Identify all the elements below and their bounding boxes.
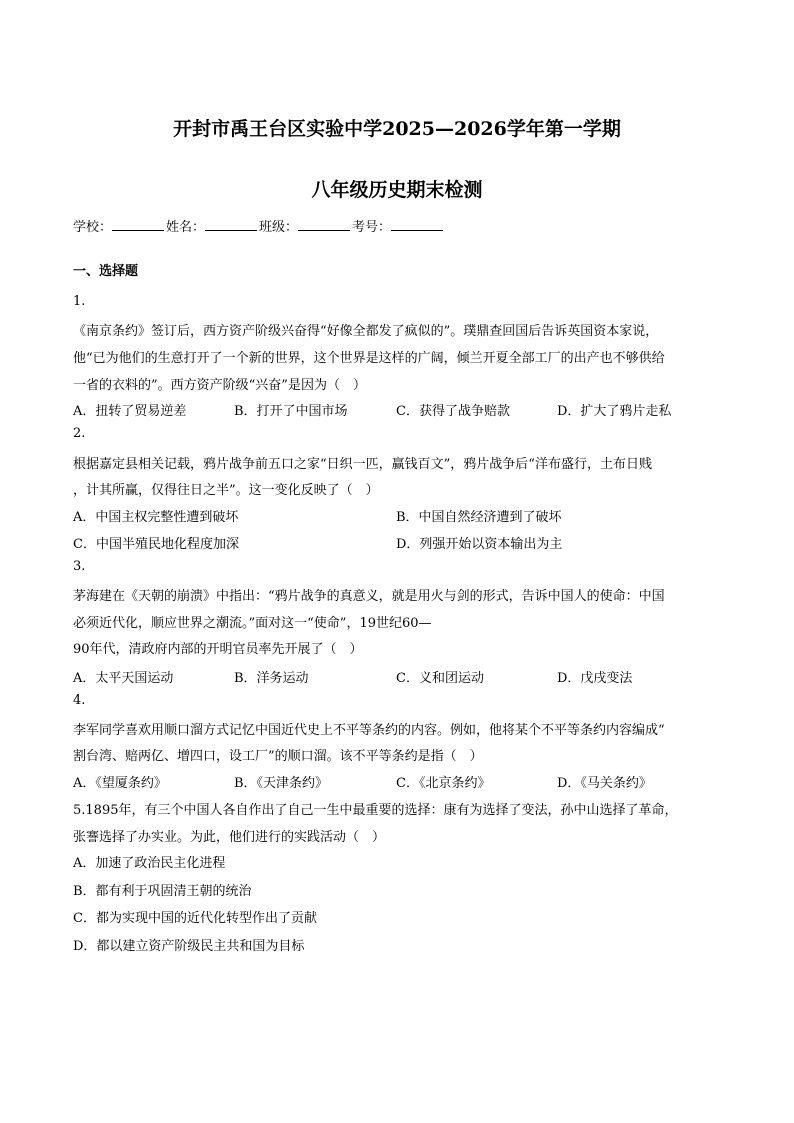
class-label: 班级： bbox=[259, 220, 299, 235]
question-1-option-c[interactable]: C．获得了战争赔款 bbox=[396, 404, 510, 419]
question-3-number: 3. bbox=[73, 559, 86, 574]
question-2-option-c[interactable]: C．中国半殖民地化程度加深 bbox=[73, 537, 239, 552]
exam-title: 开封市禹王台区实验中学2025—2026学年第一学期 bbox=[173, 118, 621, 140]
question-3-line: 茅海建在《天朝的崩溃》中指出：“鸦片战争的真意义，就是用火与剑的形式，告诉中国人的使命：中国 bbox=[73, 589, 665, 604]
section-title: 一、选择题 bbox=[73, 264, 139, 279]
question-5-option-b[interactable]: B．都有利于巩固清王朝的统治 bbox=[73, 884, 252, 899]
question-5-option-a[interactable]: A．加速了政治民主化进程 bbox=[73, 856, 226, 871]
question-2-line: ，计其所赢，仅得往日之半”。这一变化反映了（ ） bbox=[73, 483, 379, 498]
question-2-option-d[interactable]: D．列强开始以资本输出为主 bbox=[396, 537, 563, 552]
question-5-option-d[interactable]: D．都以建立资产阶级民主共和国为目标 bbox=[73, 939, 305, 954]
student-info-row bbox=[73, 216, 445, 235]
school-label: 学校： bbox=[73, 220, 113, 235]
question-3-line: 90年代，清政府内部的开明官员率先开展了（ ） bbox=[73, 642, 363, 657]
question-4-option-a[interactable]: A．《望厦条约》 bbox=[73, 776, 167, 791]
question-2-option-a[interactable]: A．中国主权完整性遭到破坏 bbox=[73, 510, 239, 525]
exam-subtitle: 八年级历史期末检测 bbox=[311, 179, 483, 201]
class-blank[interactable] bbox=[298, 218, 350, 231]
question-1-line: 一省的衣料的”。西方资产阶级“兴奋”是因为（ ） bbox=[73, 378, 366, 393]
question-1-option-d[interactable]: D．扩大了鸦片走私 bbox=[557, 404, 672, 419]
question-4-line: 割台湾、赔两亿、增四口，设工厂”的顺口溜。该不平等条约是指（ ） bbox=[73, 749, 483, 764]
question-4-option-d[interactable]: D．《马关条约》 bbox=[557, 776, 652, 791]
question-3-option-b[interactable]: B．洋务运动 bbox=[234, 671, 309, 686]
question-1-number: 1. bbox=[73, 294, 86, 309]
question-1-option-a[interactable]: A．扭转了贸易逆差 bbox=[73, 404, 187, 419]
question-3-option-d[interactable]: D．戊戌变法 bbox=[557, 671, 633, 686]
question-3-line: 必须近代化，顺应世界之潮流。”面对这一“使命”，19世纪60— bbox=[73, 616, 432, 631]
question-3-option-a[interactable]: A．太平天国运动 bbox=[73, 671, 174, 686]
exam-no-label: 考号： bbox=[352, 220, 392, 235]
question-5-line: 张謇选择了办实业。为此，他们进行的实践活动（ ） bbox=[73, 830, 386, 845]
question-2-number: 2. bbox=[73, 426, 86, 441]
question-3-option-c[interactable]: C．义和团运动 bbox=[396, 671, 484, 686]
question-5-option-c[interactable]: C．都为实现中国的近代化转型作出了贡献 bbox=[73, 911, 317, 926]
question-1-option-b[interactable]: B．打开了中国市场 bbox=[234, 404, 348, 419]
name-blank[interactable] bbox=[205, 218, 257, 231]
question-2-line: 根据嘉定县相关记载，鸦片战争前五口之家“日织一匹，赢钱百文”，鸦片战争后“洋布盛行，土布日贱 bbox=[73, 457, 652, 472]
question-4-number: 4. bbox=[73, 693, 86, 708]
school-blank[interactable] bbox=[112, 218, 164, 231]
question-1-line: 他“已为他们的生意打开了一个新的世界，这个世界是这样的广阔，倾兰开夏全部工厂的出产也不够供给 bbox=[73, 351, 665, 366]
question-4-option-b[interactable]: B．《天津条约》 bbox=[234, 776, 329, 791]
question-1-line: 《南京条约》签订后，西方资产阶级兴奋得“好像全都发了疯似的”。璞鼎查回国后告诉英国资本家说， bbox=[73, 324, 659, 339]
exam-no-blank[interactable] bbox=[391, 218, 443, 231]
question-4-line: 李军同学喜欢用顺口溜方式记忆中国近代史上不平等条约的内容。例如，他将某个不平等条约内容编成“ bbox=[73, 723, 665, 738]
name-label: 姓名： bbox=[166, 220, 206, 235]
question-2-option-b[interactable]: B．中国自然经济遭到了破坏 bbox=[396, 510, 562, 525]
question-5-line: 5.1895年，有三个中国人各自作出了自己一生中最重要的选择：康有为选择了变法，孙中山选择了革命， bbox=[73, 803, 678, 818]
question-4-option-c[interactable]: C．《北京条约》 bbox=[396, 776, 491, 791]
